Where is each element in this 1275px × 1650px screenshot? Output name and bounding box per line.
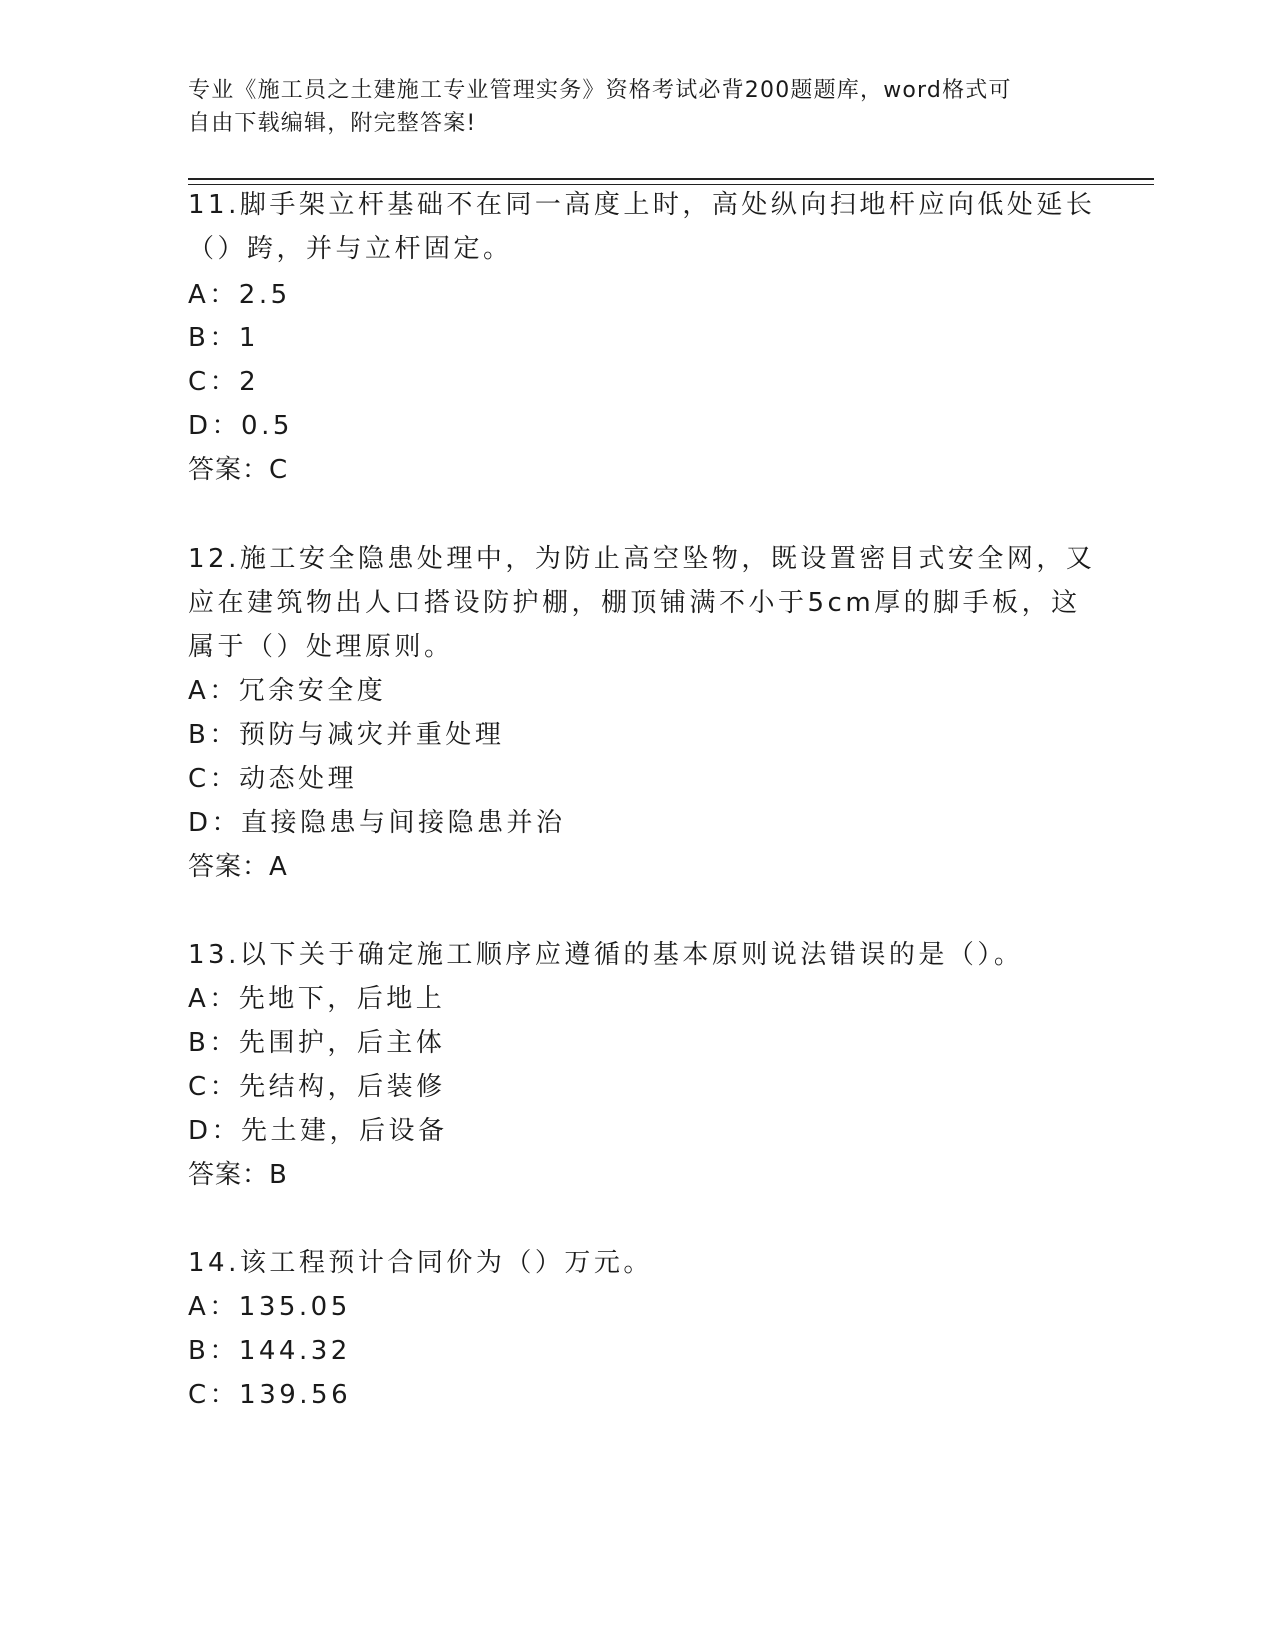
question-11-option-d: D：0.5: [188, 411, 293, 441]
question-13-text-line-1: 13.以下关于确定施工顺序应遵循的基本原则说法错误的是（）。: [188, 940, 1024, 970]
question-11-option-a: A：2.5: [188, 280, 291, 310]
question-12-answer: 答案：A: [188, 852, 288, 882]
question-14-option-c: C：139.56: [188, 1380, 352, 1410]
question-13-option-b: B：先围护，后主体: [188, 1028, 446, 1058]
header-divider-thick: [188, 178, 1154, 180]
question-12-text-line-3: 属于（）处理原则。: [188, 632, 454, 662]
header-line-2: 自由下载编辑，附完整答案!: [188, 111, 477, 136]
question-13-option-c: C：先结构，后装修: [188, 1072, 446, 1102]
question-11-text-line-2: （）跨，并与立杆固定。: [188, 234, 513, 264]
question-13-option-a: A：先地下，后地上: [188, 984, 446, 1014]
question-12-option-a: A：冗余安全度: [188, 676, 387, 706]
question-11-text-line-1: 11.脚手架立杆基础不在同一高度上时，高处纵向扫地杆应向低处延长: [188, 190, 1096, 220]
question-12-text-line-2: 应在建筑物出人口搭设防护棚，棚顶铺满不小于5cm厚的脚手板，这: [188, 588, 1081, 618]
question-14-option-b: B：144.32: [188, 1336, 351, 1366]
question-11-answer: 答案：C: [188, 455, 289, 485]
question-12-option-b: B：预防与减灾并重处理: [188, 720, 505, 750]
question-14-text-line-1: 14.该工程预计合同价为（）万元。: [188, 1248, 653, 1278]
question-13-answer: 答案：B: [188, 1160, 288, 1190]
question-12-text-line-1: 12.施工安全隐患处理中，为防止高空坠物，既设置密目式安全网，又: [188, 544, 1096, 574]
question-12-option-d: D：直接隐患与间接隐患并治: [188, 808, 566, 838]
document-header: [188, 74, 1088, 140]
question-13-option-d: D：先土建，后设备: [188, 1116, 448, 1146]
header-divider-thin: [188, 184, 1154, 185]
question-14-option-a: A：135.05: [188, 1292, 351, 1322]
question-12-option-c: C：动态处理: [188, 764, 358, 794]
question-11-option-b: B：1: [188, 323, 259, 353]
header-line-1: 专业《施工员之土建施工专业管理实务》资格考试必背200题题库，word格式可: [188, 78, 1012, 103]
question-11-option-c: C：2: [188, 367, 260, 397]
